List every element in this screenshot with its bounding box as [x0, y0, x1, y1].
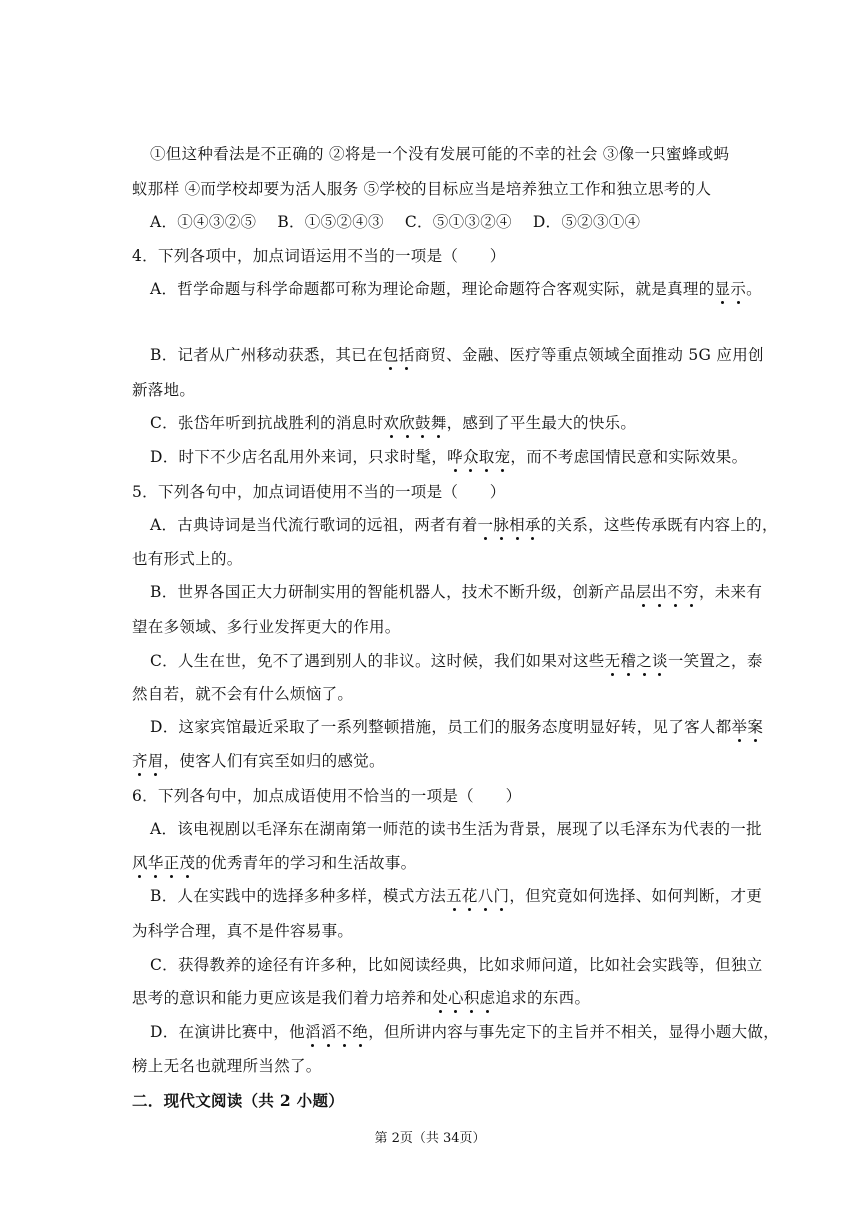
- line-text: A．该电视剧以毛泽东在湖南第一师范的读书生活为背景，展现了以毛泽东为代表的一批: [150, 820, 762, 838]
- emphasis-dot-char: 欣: [399, 414, 415, 432]
- line-text: ，但究竟如何选择、如何判断，才更: [509, 887, 763, 905]
- emphasis-dot-char: 稽: [620, 652, 637, 670]
- question-6-option-c-line-2: [132, 988, 590, 1008]
- line-text: 然自若，就不会有什么烦恼了。: [132, 685, 354, 703]
- line-text: D．这家宾馆最近采取了一系列整顿措施，员工们的服务态度明显好转，见了客人都: [150, 718, 732, 736]
- line-text: 一笑置之，泰: [667, 652, 763, 670]
- line-text: 新落地。: [132, 381, 196, 399]
- line-text: 思考的意识和能力更应该是我们着力培养和: [132, 989, 433, 1007]
- line-text: 5．下列各句中，加点词语使用不当的一项是（ ）: [132, 483, 506, 501]
- question-6-option-a-line-2: [132, 853, 416, 873]
- emphasis-dot-char: 取: [478, 448, 495, 466]
- question-4-stem: [132, 246, 506, 266]
- emphasized-term: [383, 346, 415, 364]
- question-5-option-d-line-2: [132, 751, 385, 771]
- emphasis-dot-char: 众: [462, 448, 479, 466]
- line-text: B．记者从广州移动获悉，其已在: [150, 346, 383, 364]
- question-4-option-b-line-2: [132, 380, 195, 400]
- emphasis-dot-char: 舞: [430, 414, 447, 432]
- emphasis-dot-char: 案: [747, 718, 764, 736]
- emphasis-dot-char: 出: [651, 583, 668, 601]
- line-text: A．古典诗词是当代流行歌词的远祖，两者有着: [150, 516, 478, 534]
- page-footer: 第 2页（共 34页）: [374, 1131, 486, 1146]
- ordering-answer-options: [150, 212, 640, 232]
- emphasis-dot-char: 不: [336, 1023, 353, 1041]
- line-text: 追求的东西。: [495, 989, 591, 1007]
- emphasis-dot-char: 一: [477, 516, 494, 534]
- line-text: B．人在实践中的选择多种多样，模式方法: [150, 887, 447, 905]
- emphasized-term: [636, 583, 699, 601]
- emphasis-dot-char: 宠: [494, 448, 511, 466]
- question-6-option-d-line-2: [132, 1056, 322, 1076]
- emphasis-dot-char: 脉: [493, 516, 510, 534]
- emphasis-dot-char: 包: [382, 346, 399, 364]
- emphasis-dot-char: 之: [636, 652, 652, 670]
- question-5-stem: [132, 482, 506, 502]
- line-text: ①但这种看法是不正确的 ②将是一个没有发展可能的不幸的社会 ③像一只蜜蜂或蚂: [150, 145, 730, 163]
- emphasized-term: [478, 516, 541, 534]
- line-text: D．时下不少店名乱用外来词，只求时髦，: [150, 448, 448, 466]
- sentence-options-line-2: [132, 179, 711, 199]
- question-5-option-a-line-1: [150, 515, 778, 535]
- emphasis-dot-char: 示: [730, 280, 747, 298]
- line-text: 商贸、金融、医疗等重点领域全面推动 5G 应用创: [414, 346, 764, 364]
- question-6-option-d-line-1: [150, 1022, 779, 1042]
- emphasis-dot-char: 处: [432, 989, 449, 1007]
- emphasis-dot-char: 风: [132, 854, 148, 872]
- question-6-option-b-line-2: [132, 921, 353, 941]
- emphasized-term: [605, 652, 668, 670]
- question-5-option-c-line-1: [150, 651, 763, 671]
- emphasis-dot-char: 绝: [352, 1023, 369, 1041]
- question-4-option-c: [150, 413, 636, 433]
- emphasized-term: [432, 989, 495, 1007]
- question-6-option-c-line-1: [150, 955, 763, 975]
- line-text: A．哲学命题与科学命题都可称为理论命题，理论命题符合客观实际，就是真理的: [150, 280, 715, 298]
- emphasis-dot-char: 茂: [179, 854, 196, 872]
- question-5-option-b-line-1: [150, 582, 762, 602]
- line-text: 二．现代文阅读（共 2 小题）: [132, 1091, 345, 1110]
- emphasis-dot-char: 正: [163, 854, 180, 872]
- emphasis-dot-char: 滔: [320, 1023, 337, 1041]
- line-text: C．人生在世，免不了遇到别人的非议。这时候，我们如果对这些: [150, 652, 605, 670]
- emphasis-dot-char: 谈: [652, 652, 668, 670]
- emphasized-term: [447, 448, 510, 466]
- line-text: ，但所讲内容与事先定下的主旨并不相关，显得小题大做，: [368, 1023, 779, 1041]
- emphasized-term: [305, 1023, 368, 1041]
- line-text: 蚁那样 ④而学校却要为活人服务 ⑤学校的目标应当是培养独立工作和独立思考的人: [132, 180, 712, 198]
- question-4-option-d: [150, 447, 747, 467]
- emphasis-dot-char: 五: [446, 887, 462, 905]
- question-4-option-b-line-1: [150, 345, 764, 365]
- line-text: ，而不考虑国情民意和实际效果。: [510, 448, 748, 466]
- sentence-options-line-1: [150, 144, 729, 164]
- line-text: D．在演讲比赛中，他: [150, 1023, 305, 1041]
- emphasis-dot-char: 滔: [304, 1023, 321, 1041]
- emphasis-dot-char: 不: [667, 583, 684, 601]
- question-6-option-a-line-1: [150, 819, 762, 839]
- emphasis-dot-char: 虑: [479, 989, 496, 1007]
- question-5-option-a-line-2: [132, 549, 243, 569]
- emphasis-dot-char: 花: [461, 887, 478, 905]
- line-text: B．世界各国正大力研制实用的智能机器人，技术不断升级，创新产品: [150, 583, 636, 601]
- emphasis-dot-char: 相: [509, 516, 525, 534]
- emphasis-dot-char: 齐: [132, 752, 148, 770]
- line-text: C．获得教养的途径有许多种，比如阅读经典，比如求师问道，比如社会实践等，但独立: [150, 956, 763, 974]
- line-text: ，感到了平生最大的快乐。: [446, 414, 637, 432]
- emphasis-dot-char: 积: [463, 989, 480, 1007]
- line-text: 4．下列各项中，加点词语运用不当的一项是（ ）: [132, 247, 506, 265]
- emphasis-dot-char: 哗: [447, 448, 463, 466]
- section-heading-modern-reading: [132, 1091, 344, 1111]
- question-4-option-a: [150, 279, 762, 299]
- emphasis-dot-char: 承: [524, 516, 541, 534]
- question-5-option-b-line-2: [132, 617, 401, 637]
- line-text: 。: [746, 280, 762, 298]
- line-text: 的优秀青年的学习和生活故事。: [195, 854, 417, 872]
- line-text: ，使客人们有宾至如归的感觉。: [163, 752, 385, 770]
- line-text: 6．下列各句中，加点成语使用不恰当的一项是（ ）: [132, 787, 522, 805]
- emphasis-dot-char: 心: [448, 989, 464, 1007]
- line-text: A．①④③②⑤ B．①⑤②④③ C．⑤①③②④ D．⑤②③①④: [150, 213, 641, 231]
- emphasis-dot-char: 八: [477, 887, 494, 905]
- emphasis-dot-char: 无: [604, 652, 621, 670]
- question-6-stem: [132, 786, 521, 806]
- emphasis-dot-char: 门: [493, 887, 510, 905]
- emphasized-term: [132, 752, 164, 770]
- line-text: ，未来有: [698, 583, 763, 601]
- emphasis-dot-char: 眉: [147, 752, 164, 770]
- emphasis-dot-char: 欢: [383, 414, 400, 432]
- emphasized-term: [383, 414, 446, 432]
- question-6-option-b-line-1: [150, 886, 762, 906]
- emphasis-dot-char: 层: [635, 583, 652, 601]
- line-text: C．张岱年听到抗战胜利的消息时: [150, 414, 384, 432]
- emphasized-term: [732, 718, 764, 736]
- question-5-option-c-line-2: [132, 684, 353, 704]
- emphasis-dot-char: 显: [714, 280, 731, 298]
- line-text: 望在多领域、多行业发挥更大的作用。: [132, 618, 401, 636]
- line-text: 为科学合理，真不是件容易事。: [132, 922, 354, 940]
- emphasized-term: [132, 854, 195, 872]
- emphasized-term: [715, 280, 747, 298]
- emphasized-term: [446, 887, 509, 905]
- emphasis-dot-char: 华: [147, 854, 164, 872]
- line-text: 榜上无名也就理所当然了。: [132, 1057, 322, 1075]
- emphasis-dot-char: 穷: [683, 583, 699, 601]
- question-5-option-d-line-1: [150, 717, 763, 737]
- emphasis-dot-char: 括: [398, 346, 415, 364]
- emphasis-dot-char: 举: [731, 718, 748, 736]
- line-text: 的关系，这些传承既有内容上的，: [540, 516, 778, 534]
- emphasis-dot-char: 鼓: [415, 414, 431, 432]
- line-text: 也有形式上的。: [132, 550, 243, 568]
